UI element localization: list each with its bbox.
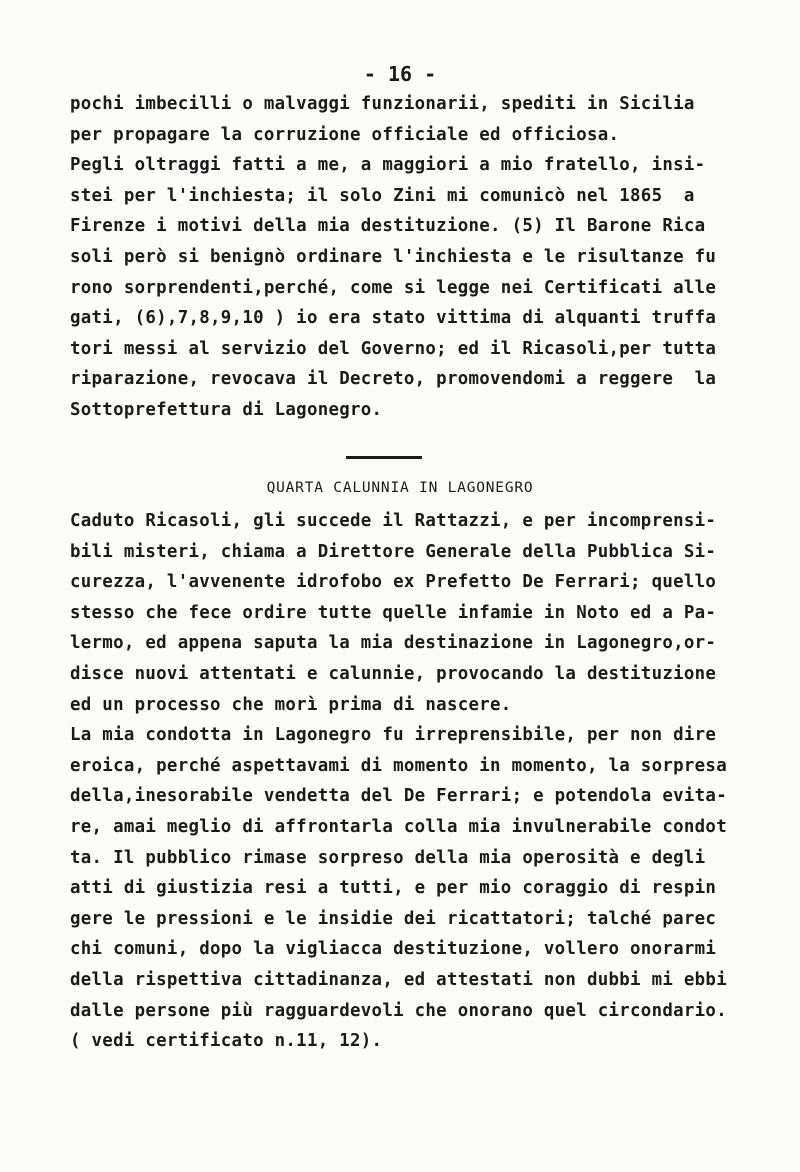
text-line: per propagare la corruzione officiale ed officiosa. [70,124,620,145]
text-line: curezza, l'avvenente idrofobo ex Prefetto De Ferrari; quello [70,572,717,593]
text-line: ( vedi certificato n.11, 12). [70,1031,383,1052]
text-line: ta. Il pubblico rimase sorpreso della mia operosità e degli [70,847,706,868]
section-divider [346,456,422,459]
page-number: - 16 - [363,62,437,86]
text-line: ed un processo che morì prima di nascere. [70,694,512,715]
text-line: rono sorprendenti,perché, come si legge nei Certificati alle [70,277,717,298]
text-line: gati, (6),7,8,9,10 ) io era stato vittima di alquanti truffa [70,308,717,329]
text-line: gere le pressioni e le insidie dei ricattatori; talché parec [70,908,717,929]
text-line: chi comuni, dopo la vigliacca destituzione, vollero onorarmi [70,939,717,960]
text-line: Firenze i motivi della mia destituzione. (5) Il Barone Rica [70,216,706,237]
text-line: Pegli oltraggi fatti a me, a maggiori a mio fratello, insi- [70,155,706,176]
text-line: Sottoprefettura di Lagonegro. [70,399,383,420]
text-line: bili misteri, chiama a Direttore Generale della Pubblica Si- [70,541,717,562]
text-line: tori messi al servizio del Governo; ed il Ricasoli,per tutta [70,338,717,359]
paragraph-top [70,89,716,426]
text-line: soli però si benignò ordinare l'inchiesta e le risultanze fu [70,246,717,267]
text-line: stesso che fece ordire tutte quelle infamie in Noto ed a Pa- [70,602,717,623]
section-heading: QUARTA CALUNNIA IN LAGONEGRO [266,480,534,496]
text-line: della,inesorabile vendetta del De Ferrari; e potendola evita- [70,786,727,807]
text-line: riparazione, revocava il Decreto, promovendomi a reggere la [70,369,717,390]
text-line: eroica, perché aspettavami di momento in momento, la sorpresa [70,755,727,776]
text-line: dalle persone più ragguardevoli che onorano quel circondario. [70,1000,727,1021]
text-line: disce nuovi attentati e calunnie, provocando la destituzione [70,663,717,684]
text-line: della rispettiva cittadinanza, ed attestati non dubbi mi ebbi [70,969,727,990]
text-line: La mia condotta in Lagonegro fu irreprensibile, per non dire [70,725,717,746]
text-line: lermo, ed appena saputa la mia destinazione in Lagonegro,or- [70,633,717,654]
text-line: atti di giustizia resi a tutti, e per mio coraggio di respin [70,878,717,899]
text-line: re, amai meglio di affrontarla colla mia invulnerabile condot [70,816,727,837]
text-line: pochi imbecilli o malvaggi funzionarii, spediti in Sicilia [70,94,695,114]
paragraph-bottom [70,506,727,1057]
text-line: Caduto Ricasoli, gli succede il Rattazzi, e per incomprensi- [70,511,717,531]
text-line: stei per l'inchiesta; il solo Zini mi comunicò nel 1865 a [70,185,695,206]
